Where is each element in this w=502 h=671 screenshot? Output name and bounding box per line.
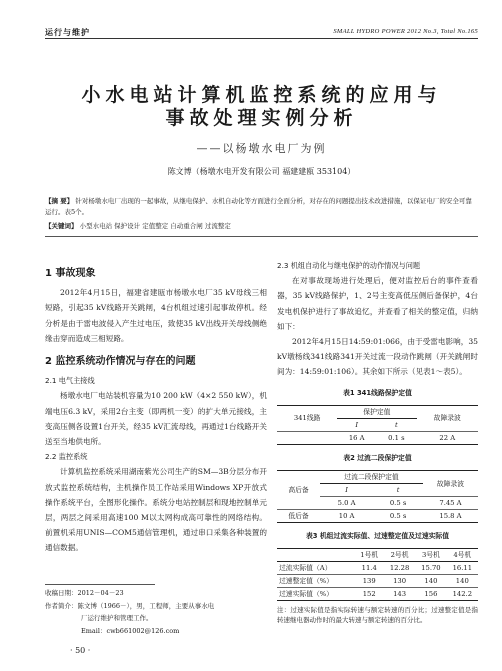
author-bio-1: 作者简介：陈文博（1966－），男，工程师，主要从事水电 bbox=[45, 601, 215, 610]
table-3-col-2: 2号机 bbox=[390, 551, 409, 560]
keywords-text: 小型水电站 保护设计 定值整定 自动重合闸 过流整定 bbox=[79, 222, 231, 230]
table-1-val-i: 16 A bbox=[348, 433, 365, 442]
section-2-3-paragraph-2: 2012年4月15日14:59:01:066，由于受雷电影响，35 kV墩杨线341线路341开关过流一段动作跳闸（开关跳闸时间为：14:59:01:106）。其余如下所示（见表1～表5）。 bbox=[277, 337, 478, 377]
abstract-label: 【摘 要】 bbox=[45, 197, 74, 205]
abstract-rule bbox=[45, 236, 478, 237]
table-3-row-label: 过速实际值（%） bbox=[279, 590, 334, 599]
table-1 bbox=[277, 405, 478, 445]
table-cell: 139 bbox=[362, 577, 376, 586]
table-2-col-t: t bbox=[396, 486, 400, 495]
section-label: 运行与维护 bbox=[45, 28, 90, 37]
table-1-val-t: 0.1 s bbox=[388, 433, 405, 442]
table-3 bbox=[277, 548, 478, 601]
table-cell: 140 bbox=[455, 577, 469, 586]
section-2-3-paragraph-1: 在对事故现场进行处理后，便对监控后台的事件查看器，35 kV线路保护，1、2号主变高低压侧后备保护，4台发电机保护进行了事故追忆，并查看了相关的整定值，归纳如下： bbox=[277, 276, 478, 331]
table-2-row2-label: 低后备 bbox=[288, 512, 309, 521]
left-column bbox=[45, 258, 267, 556]
subtitle: ——以杨墩水电厂为例 bbox=[196, 142, 327, 155]
table-1-group: 保护定值 bbox=[337, 405, 416, 418]
table-3-col-4: 4号机 bbox=[453, 551, 472, 560]
abstract bbox=[45, 196, 478, 218]
authors: 陈文博（杨墩水电开发有限公司 福建建瓯 353104） bbox=[167, 167, 356, 176]
table-3-caption: 表3 机组过流实际值、过速整定值及过速实际值 bbox=[305, 532, 450, 541]
abstract-text: 针对杨墩水电厂出现的一起事故，从继电保护、水机自动化等方面进行全面分析，对存在的问题提出技术改进措施，以保证电厂的安全可靠运行。表5个。 bbox=[45, 197, 472, 216]
section-2-3-heading: 2.3 机组自动化与继电保护的动作情况与问题 bbox=[277, 261, 421, 270]
table-1-col-i: I bbox=[355, 420, 359, 429]
table-2-row1-rec: 7.45 A bbox=[439, 499, 462, 508]
table-cell: 16.11 bbox=[452, 564, 473, 573]
table-2 bbox=[277, 470, 478, 523]
table-2-row1-label: 高后备 bbox=[288, 486, 309, 495]
table-2-row1-i: 5.0 A bbox=[337, 499, 356, 508]
table-row bbox=[277, 562, 478, 575]
table-1-caption: 表1 341线路保护定值 bbox=[343, 388, 412, 397]
table-cell: 140 bbox=[424, 577, 438, 586]
table-1-rowlabel: 341线路 bbox=[293, 414, 321, 423]
table-cell: 15.70 bbox=[421, 564, 441, 573]
table-3-row-label: 过速整定值（%） bbox=[279, 577, 334, 586]
table-3-col-1: 1号机 bbox=[360, 551, 379, 560]
table-cell: 143 bbox=[393, 590, 407, 599]
section-2-2-heading: 2.2 监控系统 bbox=[45, 452, 88, 462]
table-3-corner bbox=[277, 549, 355, 562]
author-bio-2: 厂运行维护和管理工作。 bbox=[81, 614, 153, 622]
keywords-label: 【关键词】 bbox=[45, 222, 78, 230]
title-line-2: 事故处理实例分析 bbox=[165, 107, 358, 129]
table-2-row1-t: 0.5 s bbox=[389, 499, 407, 508]
table-3-col-3: 3号机 bbox=[421, 551, 440, 560]
received-info bbox=[45, 587, 267, 637]
table-2-row2-rec: 15.8 A bbox=[439, 512, 462, 521]
section-1-heading: 1 事故现象 bbox=[45, 268, 96, 279]
received-date: 收稿日期：2012－04－23 bbox=[45, 589, 124, 597]
table-cell: 142.2 bbox=[452, 590, 473, 599]
table-cell: 130 bbox=[393, 577, 407, 586]
table-2-row2-t: 0.5 s bbox=[389, 512, 407, 521]
section-2-1-heading: 2.1 电气主接线 bbox=[45, 376, 95, 386]
header-rule bbox=[45, 38, 478, 39]
table-cell: 12.28 bbox=[389, 564, 410, 573]
table-2-col-rec: 故障录波 bbox=[436, 479, 465, 488]
table-1-col-rec: 故障录波 bbox=[433, 414, 461, 423]
table-cell: 11.4 bbox=[361, 564, 377, 573]
table-1-col-t: t bbox=[394, 420, 398, 429]
table-3-note: 注：过速实际值是指实际转速与额定转速的百分比；过速整定值是指转速继电器动作时的最大转速与额定转速的百分比。 bbox=[277, 606, 478, 625]
table-2-col-i: I bbox=[345, 486, 348, 495]
section-2-heading: 2 监控系统动作情况与存在的问题 bbox=[45, 356, 196, 368]
author-email: Email：cwb661002@126.com bbox=[81, 626, 180, 635]
table-2-caption: 表2 过流二段保护定值 bbox=[343, 453, 412, 462]
table-cell: 156 bbox=[424, 590, 438, 599]
table-1-blank bbox=[277, 431, 337, 444]
table-row bbox=[277, 575, 478, 588]
table-2-group: 过流二段保护定值 bbox=[320, 471, 423, 484]
table-2-row2-i: 10 A bbox=[338, 512, 355, 521]
table-3-row-label: 过流实际值（A） bbox=[279, 564, 332, 573]
title-line-1: 小水电站计算机监控系统的应用与 bbox=[81, 84, 442, 106]
section-2-1-paragraph: 杨墩水电厂电站装机容量为10 200 kW（4×2 550 kW），机端电压6.3 kV，采用2台主变（即两机一变）的扩大单元接线，主变高压侧各设置1台开关，经35 kV汇流母线，再通过1台线路开关送至当地供电所。 bbox=[45, 391, 267, 447]
section-2-2-paragraph: 计算机监控系统采用湖南紫光公司生产的SM—3B分层分布开放式监控系统结构，主机操作员工作站采用Windows XP开放式操作系统平台，全图形化操作。系统分电站控制层和现地控制单元层，两层之间采用高速100 M以太网构成高可靠性的网络结构。前置机采用UNIS—COM5通信管理机，通过串口采集各种装置的通信数据。 bbox=[45, 467, 267, 553]
table-row bbox=[277, 588, 478, 601]
right-column bbox=[277, 258, 478, 625]
table-1-val-rec: 22 A bbox=[439, 433, 456, 442]
keywords bbox=[45, 221, 478, 230]
section-1-paragraph: 2012年4月15日，福建省建瓯市杨墩水电厂35 kV母线三相短路，引起35 kV线路开关跳闸，4台机组过速引起事故停机。经分析是由于雷电波侵入产生过电压，致使35 kV出线开关母线侧绝缘击穿而造成三相短路。 bbox=[45, 288, 267, 343]
table-cell: 152 bbox=[362, 590, 376, 599]
page-number: · 50 · bbox=[70, 646, 91, 655]
journal-info: SMALL HYDRO POWER 2012 No.3, Total No.165 bbox=[333, 28, 478, 35]
footnote-rule bbox=[45, 584, 155, 585]
